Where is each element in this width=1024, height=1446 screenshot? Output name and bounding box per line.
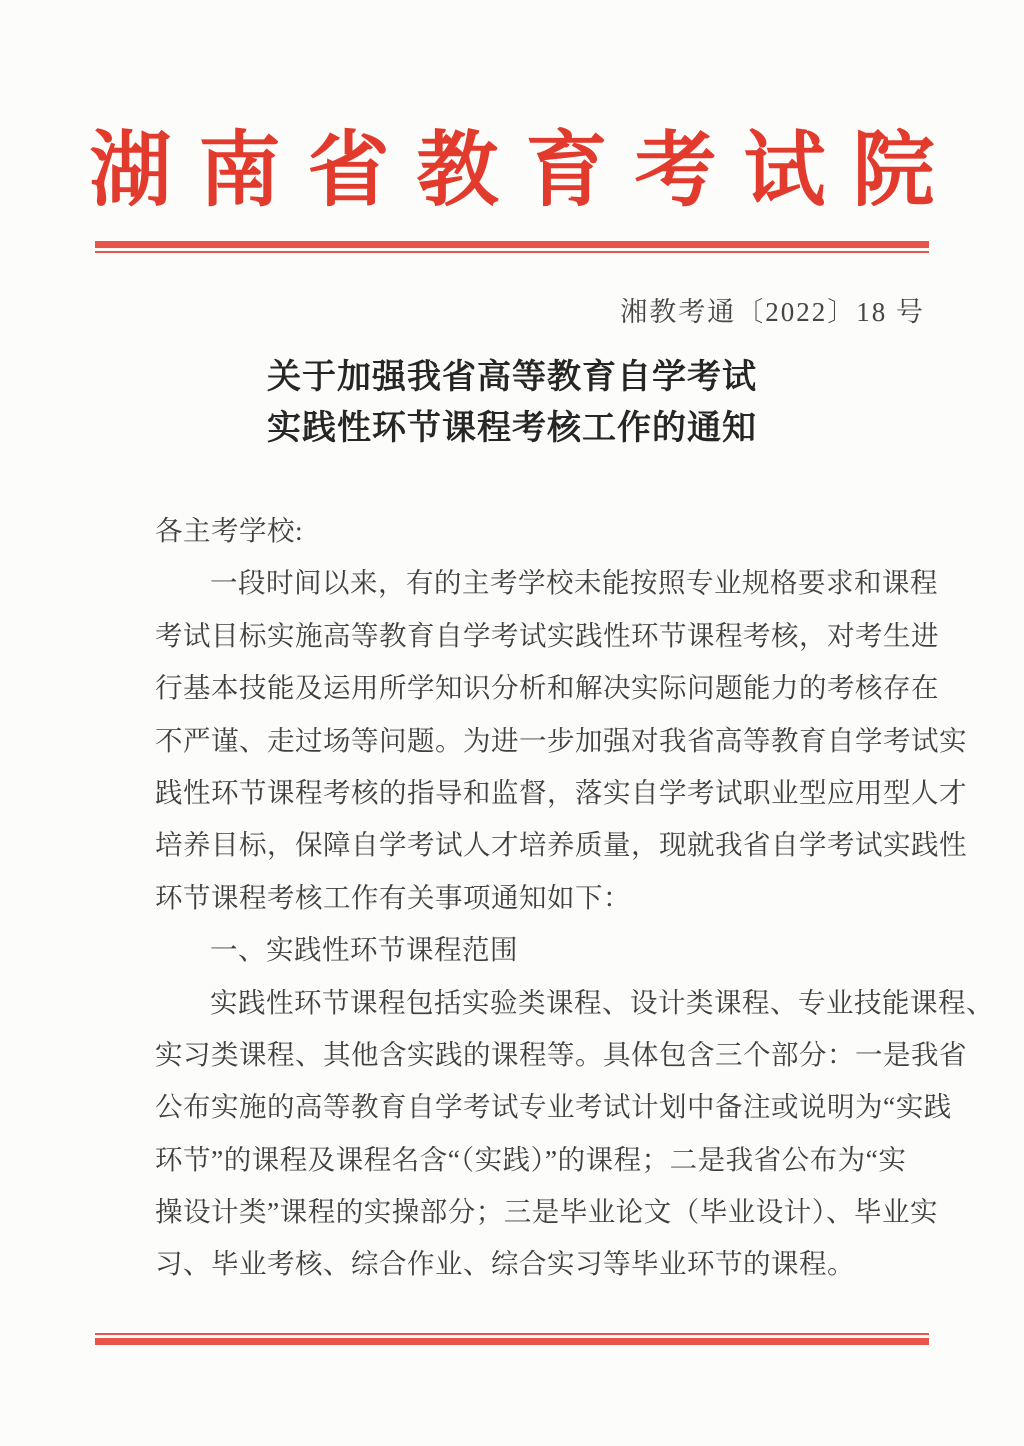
body-line: 环节”的课程及课程名含“（实践）”的课程；二是我省公布为“实 [155,1143,907,1175]
footer-divider-bottom [95,1333,929,1345]
section-heading: 一、实践性环节课程范围 [210,934,518,966]
body-line: 习、毕业考核、综合作业、综合实习等毕业环节的课程。 [155,1248,855,1280]
body-line: 一段时间以来，有的主考学校未能按照专业规格要求和课程 [210,567,938,599]
divider-thick-rule [95,241,929,248]
divider-thick-rule [95,1338,929,1345]
body-line: 公布实施的高等教育自学考试专业考试计划中备注或说明为“实践 [155,1091,952,1123]
document-body [155,505,994,1291]
letterhead-org-name: 湖南省教育考试院 [89,125,962,216]
body-line: 考试目标实施高等教育自学考试实践性环节课程考核，对考生进 [155,619,939,651]
body-line: 实践性环节课程包括实验类课程、设计类课程、专业技能课程、 [210,986,994,1018]
body-line: 不严谨、走过场等问题。为进一步加强对我省高等教育自学考试实 [155,724,967,756]
body-line: 践性环节课程考核的指导和监督，落实自学考试职业型应用型人才 [155,776,967,808]
document-title-line1: 关于加强我省高等教育自学考试 [267,359,757,396]
body-line: 实习类课程、其他含实践的课程等。具体包含三个部分：一是我省 [155,1038,967,1070]
document-number: 湘教考通〔2022〕18 号 [620,297,925,327]
salutation: 各主考学校: [155,515,304,546]
letterhead-divider-top [95,241,929,253]
divider-thin-rule [95,251,929,253]
body-line: 环节课程考核工作有关事项通知如下： [155,881,631,913]
document-title-line2: 实践性环节课程考核工作的通知 [267,410,757,447]
body-line: 操设计类”课程的实操部分；三是毕业论文（毕业设计）、毕业实 [155,1196,938,1228]
body-line: 培养目标，保障自学考试人才培养质量，现就我省自学考试实践性 [155,829,967,861]
body-line: 行基本技能及运用所学知识分析和解决实际问题能力的考核存在 [155,672,939,704]
